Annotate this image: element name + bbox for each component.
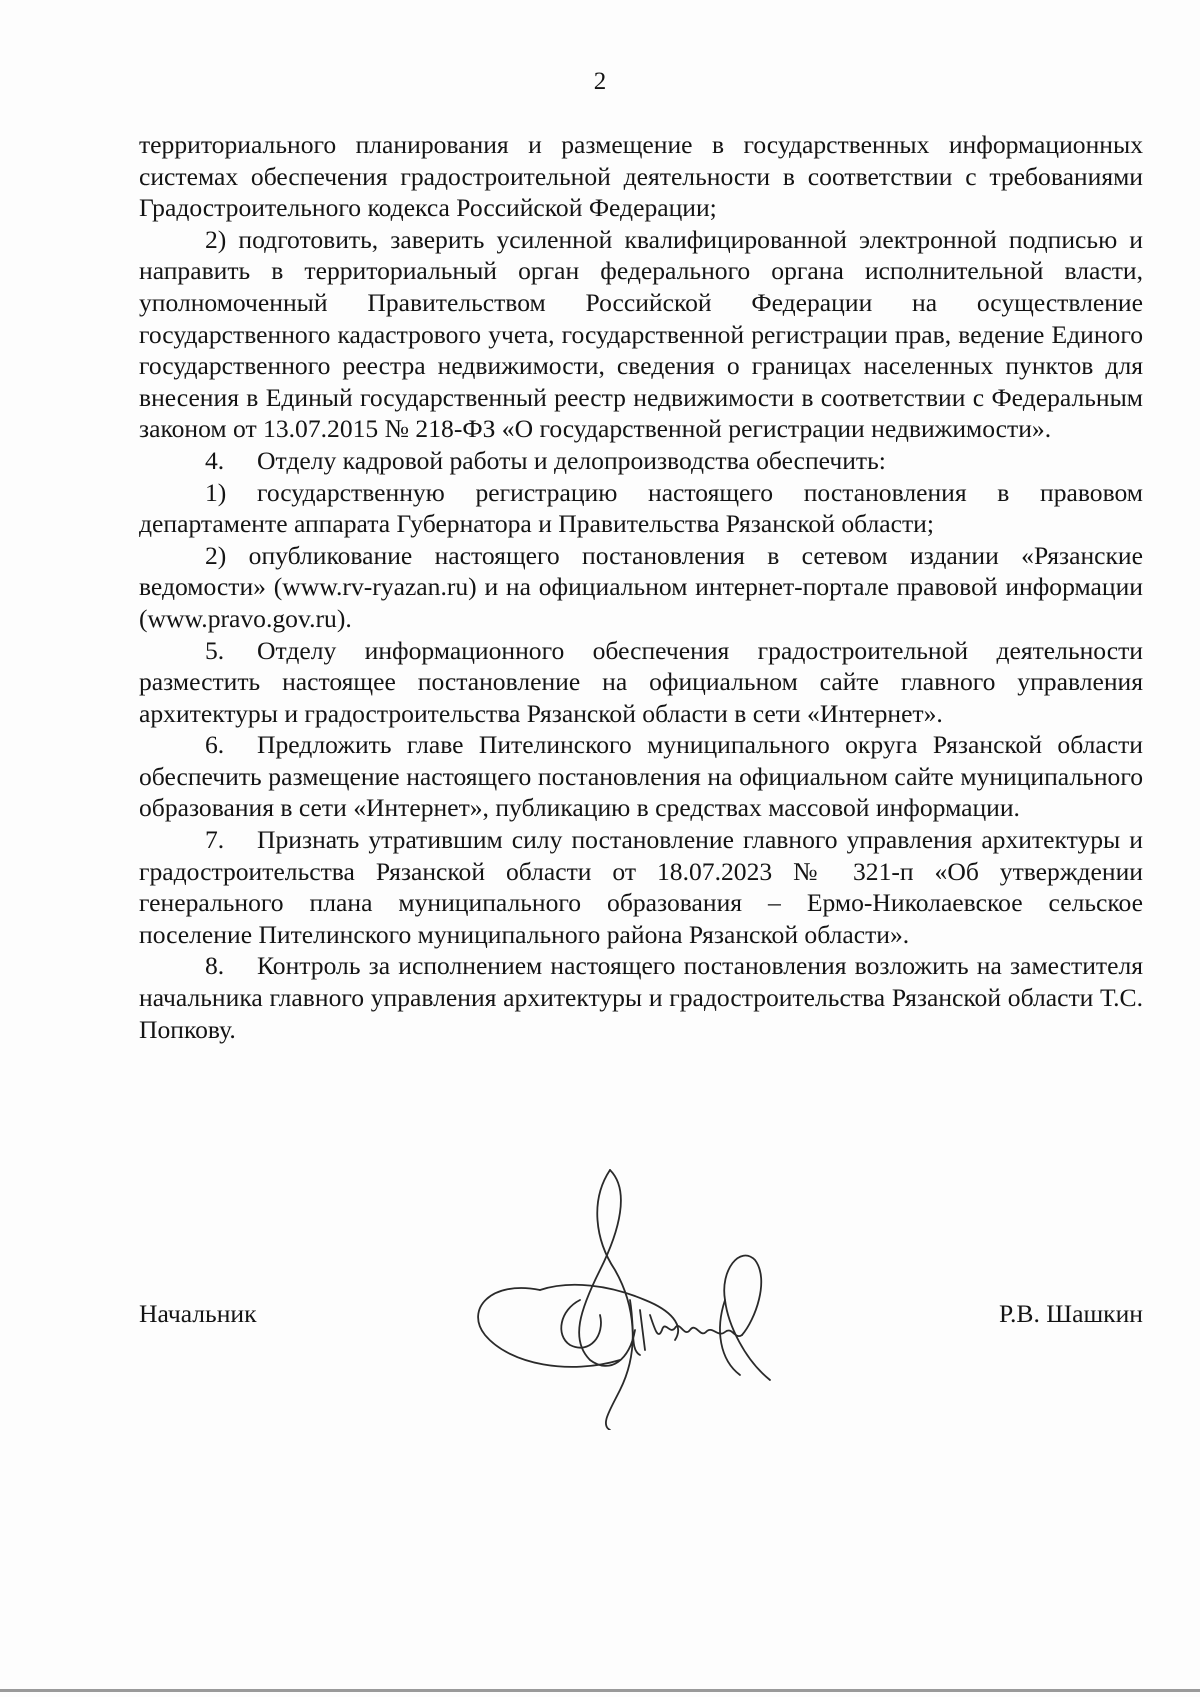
paragraph-text: 1) государственную регистрацию настоящего постановления в правовом департаменте аппарата Губернатора и Правительства Рязанской области; [139, 477, 1143, 539]
paragraph-number: 6. [205, 730, 225, 760]
paragraph-subitem [139, 477, 1143, 540]
paragraph-text: Отделу кадровой работы и делопроизводства обеспечить: [257, 445, 886, 475]
signatory-title: Начальник [139, 1299, 257, 1328]
paragraph-item-7 [139, 824, 1143, 950]
paragraph-subitem [139, 224, 1143, 445]
paragraph-text: Предложить главе Пителинского муниципального округа Рязанской области обеспечить размещение настоящего постановления на официальном сайте муниципального образования в сети «Интернет», публикацию в средствах массовой информации. [139, 730, 1143, 823]
paragraph-text: территориального планирования и размещение в государственных информационных системах обеспечения градостроительной деятельности в соответствии с требованиями Градостроительного кодекса Российской Федерации; [139, 130, 1143, 223]
paragraph-text: Признать утратившим силу постановление главного управления архитектуры и градостроительства Рязанской области от 18.07.2023 № 321-п «Об утверждении генерального плана муниципального образования – Ермо-Николаевское сельское поселение Пителинского муниципального района Рязанской области». [139, 825, 1143, 949]
paragraph-item-6 [139, 729, 1143, 824]
paragraph-continuation [139, 129, 1143, 224]
paragraph-item-5 [139, 635, 1143, 730]
document-body [139, 129, 1143, 1045]
paragraph-subitem [139, 540, 1143, 635]
paragraph-text: 2) подготовить, заверить усиленной квалифицированной электронной подписью и направить в территориальный орган федерального органа исполнительной власти, уполномоченный Правительством Российской Федерации на осуществление государственного кадастрового учета, государственной регистрации прав, ведение Единого государственного реестра недвижимости, сведения о границах населенных пунктов для внесения в Единый государственный реестр недвижимости в соответствии с Федеральным законом от 13.07.2015 № 218-ФЗ «О государственной регистрации недвижимости». [139, 224, 1143, 444]
paragraph-item-4 [139, 445, 1143, 477]
paragraph-text: 2) опубликование настоящего постановления в сетевом издании «Рязанские ведомости» (www.rv-ryazan.ru) и на официальном интернет-портале правовой информации (www.pravo.gov.ru). [139, 540, 1143, 633]
paragraph-number: 4. [205, 445, 225, 475]
paragraph-text: Контроль за исполнением настоящего постановления возложить на заместителя начальника главного управления архитектуры и градостроительства Рязанской области Т.С. Попкову. [139, 951, 1143, 1044]
signatory-name: Р.В. Шашкин [998, 1299, 1143, 1328]
paragraph-number: 8. [205, 951, 225, 981]
page-number: 2 [593, 68, 607, 95]
paragraph-text: Отделу информационного обеспечения градостроительной деятельности разместить настоящее постановление на официальном сайте главного управления архитектуры и градостроительства Рязанской области в сети «Интернет». [139, 635, 1143, 728]
scan-edge-line [0, 1689, 1200, 1692]
paragraph-item-8 [139, 950, 1143, 1045]
paragraph-number: 5. [205, 635, 225, 665]
paragraph-number: 7. [205, 825, 225, 855]
handwritten-signature-icon [470, 1160, 800, 1430]
